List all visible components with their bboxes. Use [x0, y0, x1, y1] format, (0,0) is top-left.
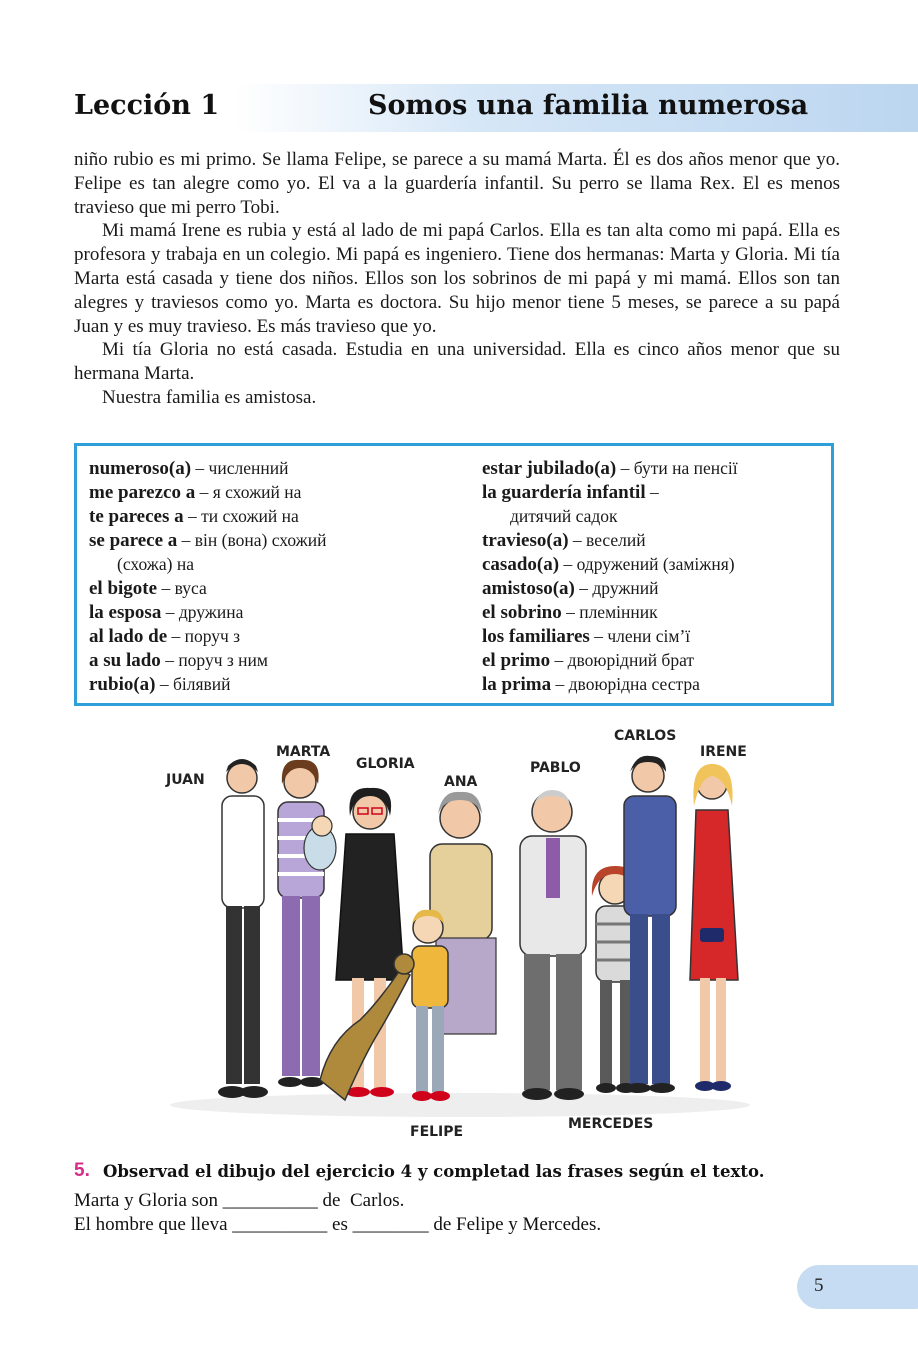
vocab-translation: – білявий: [155, 674, 231, 694]
vocab-entry: [482, 552, 738, 576]
vocab-entry: [89, 480, 326, 504]
vocab-term: la guardería infantil: [482, 482, 646, 503]
vocabulary-box: [74, 443, 834, 706]
figure-irene: [690, 764, 738, 1091]
vocab-translation: – численний: [191, 458, 289, 478]
story-paragraph: niño rubio es mi primo. Se llama Felipe, se parece a su mamá Marta. Él es dos años menor que yo. Felipe es tan alegre como yo. El va a la guardería infantil. Su perro se llama Rex. El es menos travieso que mi perro Tobi.: [74, 149, 840, 218]
name-label-ana: ANA: [444, 774, 478, 790]
vocab-entry-continuation: [89, 552, 326, 576]
vocab-term: travieso(a): [482, 530, 569, 551]
vocab-entry: [89, 672, 326, 696]
vocab-translation: – я схожий на: [195, 482, 302, 502]
vocab-entry: [482, 528, 738, 552]
vocab-term: se parece a: [89, 530, 178, 551]
story-text: [74, 148, 840, 410]
vocab-entry: [89, 456, 326, 480]
vocab-translation: – племінник: [561, 602, 658, 622]
lesson-title: Somos una familia numerosa: [368, 90, 809, 121]
name-label-pablo: PABLO: [530, 760, 581, 776]
vocab-entry: [482, 600, 738, 624]
story-paragraph: Mi mamá Irene es rubia y está al lado de mi papá Carlos. Ella es tan alta como mi papá. Ella es profesora y trabaja en un colegio. Mi papá es ingeniero. Tiene dos hermanas: Marta y Gloria. Mi tía Marta está casada y tiene dos niños. Ellos son los sobrinos de mi papá y mi mamá. Ellos son tan alegres y traviesos como yo. Marta es doctora. Su hijo menor tiene 5 meses, se parece a su papá Juan y es muy travieso. Es más travieso que yo.: [74, 220, 840, 337]
name-label-gloria: GLORIA: [356, 756, 415, 772]
vocab-entry: [89, 600, 326, 624]
vocab-translation: (схожа) на: [117, 554, 194, 574]
vocab-entry: [482, 480, 738, 504]
vocab-term: me parezco a: [89, 482, 196, 503]
vocab-entry: [89, 576, 326, 600]
figure-carlos: [624, 756, 676, 1093]
name-label-irene: IRENE: [700, 744, 747, 760]
vocab-term: la esposa: [89, 602, 162, 623]
vocab-translation: – дружина: [161, 602, 244, 622]
story-paragraph: Nuestra familia es amistosa.: [102, 386, 317, 408]
vocab-translation: – поруч з ним: [160, 650, 268, 670]
figure-marta: [278, 760, 336, 1087]
vocab-term: el sobrino: [482, 602, 562, 623]
exercise-sentence: Marta y Gloria son __________ de Carlos.: [74, 1190, 405, 1211]
vocab-term: te pareces a: [89, 506, 184, 527]
vocab-translation: – двоюрідна сестра: [551, 674, 700, 694]
vocabulary-column-left: [89, 456, 326, 696]
vocab-translation: – одружений (заміжня): [559, 554, 735, 574]
vocab-term: rubio(a): [89, 674, 156, 695]
name-label-juan: JUAN: [166, 772, 205, 788]
vocab-term: numeroso(a): [89, 458, 192, 479]
vocab-translation: – ти схожий на: [183, 506, 299, 526]
vocab-term: amistoso(a): [482, 578, 575, 599]
vocab-entry: [89, 624, 326, 648]
name-label-marta: MARTA: [276, 744, 331, 760]
vocab-entry: [89, 528, 326, 552]
vocab-entry-continuation: [482, 504, 738, 528]
name-label-carlos: CARLOS: [614, 728, 677, 744]
family-illustration: [160, 720, 760, 1145]
vocab-entry: [482, 624, 738, 648]
vocab-term: estar jubilado(a): [482, 458, 617, 479]
page-number: 5: [814, 1275, 824, 1296]
vocab-term: a su lado: [89, 650, 161, 671]
vocabulary-column-right: [482, 456, 738, 696]
vocab-term: el bigote: [89, 578, 158, 599]
vocab-entry: [482, 456, 738, 480]
vocab-translation: – вуса: [157, 578, 207, 598]
lesson-label: Lección 1: [74, 90, 220, 121]
vocab-term: los familiares: [482, 626, 590, 647]
vocab-term: casado(a): [482, 554, 560, 575]
exercise-number: 5.: [74, 1160, 90, 1181]
exercise-instruction: Observad el dibujo del ejercicio 4 y completad las frases según el texto.: [103, 1162, 765, 1181]
story-paragraph: Mi tía Gloria no está casada. Estudia en una universidad. Ella es cinco años menor que su hermana Marta.: [74, 339, 840, 385]
figure-juan: [218, 759, 268, 1098]
vocab-translation: – дружний: [574, 578, 659, 598]
vocab-entry: [89, 504, 326, 528]
vocab-translation: – веселий: [568, 530, 646, 550]
vocab-entry: [89, 648, 326, 672]
figure-pablo: [520, 790, 586, 1100]
vocab-translation: – двоюрідний брат: [550, 650, 695, 670]
vocab-entry: [482, 648, 738, 672]
name-label-mercedes: MERCEDES: [568, 1116, 654, 1132]
vocab-entry: [482, 576, 738, 600]
vocab-translation: – бути на пенсії: [616, 458, 738, 478]
vocab-term: la prima: [482, 674, 552, 695]
exercise-sentence: El hombre que lleva __________ es ________ de Felipe y Mercedes.: [74, 1214, 602, 1235]
vocab-translation: – члени сім’ї: [589, 626, 691, 646]
vocab-term: al lado de: [89, 626, 168, 647]
name-label-felipe: FELIPE: [410, 1124, 464, 1140]
vocab-entry: [482, 672, 738, 696]
vocab-translation: дитячий садок: [510, 506, 618, 526]
vocab-translation: – він (вона) схожий: [177, 530, 327, 550]
vocab-term: el primo: [482, 650, 551, 671]
vocab-translation: –: [645, 482, 659, 502]
vocab-translation: – поруч з: [167, 626, 241, 646]
